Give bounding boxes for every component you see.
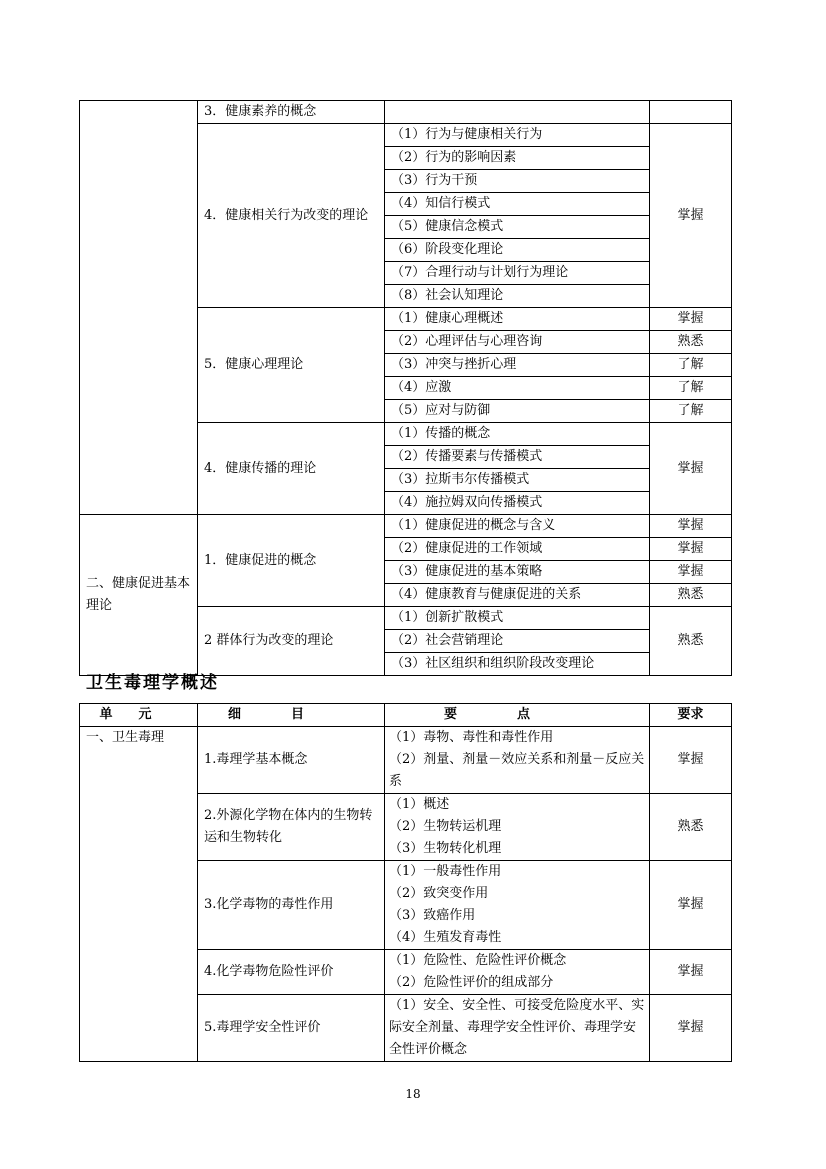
unit-cell: 一、卫生毒理 bbox=[80, 727, 198, 1062]
point-item: （1）安全、安全性、可接受危险度水平、实际安全剂量、毒理学安全性评价、毒理学安全性评价概念 bbox=[389, 998, 645, 1057]
requirement-cell: 掌握 bbox=[650, 308, 732, 331]
point-cell: （8）社会认知理论 bbox=[385, 285, 650, 308]
requirement-cell: 掌握 bbox=[650, 124, 732, 308]
detail-cell: 3.化学毒物的毒性作用 bbox=[198, 861, 385, 950]
detail-cell: 1．健康促进的概念 bbox=[198, 515, 385, 607]
point-cell bbox=[385, 794, 650, 861]
point-cell bbox=[385, 727, 650, 794]
table-row bbox=[80, 515, 732, 538]
table-header-row bbox=[80, 704, 732, 727]
requirement-cell: 掌握 bbox=[650, 861, 732, 950]
section-title: 卫生毒理学概述 bbox=[86, 673, 219, 693]
requirement-cell: 掌握 bbox=[650, 727, 732, 794]
point-item: （1）毒物、毒性和毒性作用 bbox=[389, 730, 554, 745]
detail-cell: 4.化学毒物危险性评价 bbox=[198, 950, 385, 995]
unit-cell-empty bbox=[80, 101, 198, 515]
point-cell: （1）创新扩散模式 bbox=[385, 607, 650, 630]
point-cell: （5）应对与防御 bbox=[385, 400, 650, 423]
requirement-cell: 熟悉 bbox=[650, 794, 732, 861]
point-cell: （2）传播要素与传播模式 bbox=[385, 446, 650, 469]
point-cell bbox=[385, 995, 650, 1062]
point-cell: （2）心理评估与心理咨询 bbox=[385, 331, 650, 354]
point-item: （2）危险性评价的组成部分 bbox=[389, 975, 554, 990]
point-cell: （2）健康促进的工作领域 bbox=[385, 538, 650, 561]
point-cell: （1）行为与健康相关行为 bbox=[385, 124, 650, 147]
requirement-cell: 熟悉 bbox=[650, 584, 732, 607]
detail-cell: 3．健康素养的概念 bbox=[198, 101, 385, 124]
requirement-cell: 掌握 bbox=[650, 538, 732, 561]
point-item: （2）生物转运机理 bbox=[389, 819, 502, 834]
point-cell: （3）行为干预 bbox=[385, 170, 650, 193]
header-points: 要点 bbox=[385, 704, 650, 727]
point-cell: （7）合理行动与计划行为理论 bbox=[385, 262, 650, 285]
point-cell: （2）社会营销理论 bbox=[385, 630, 650, 653]
detail-cell: 4．健康传播的理论 bbox=[198, 423, 385, 515]
point-cell: （1）健康心理概述 bbox=[385, 308, 650, 331]
requirement-cell: 了解 bbox=[650, 354, 732, 377]
point-cell: （1）健康促进的概念与含义 bbox=[385, 515, 650, 538]
point-cell: （4）知信行模式 bbox=[385, 193, 650, 216]
detail-cell: 4．健康相关行为改变的理论 bbox=[198, 124, 385, 308]
page-number: 18 bbox=[405, 1087, 421, 1101]
toxicology-syllabus-table bbox=[79, 703, 732, 1062]
table-row bbox=[80, 727, 732, 794]
point-cell: （5）健康信念模式 bbox=[385, 216, 650, 239]
point-item: （1）危险性、危险性评价概念 bbox=[389, 953, 567, 968]
requirement-cell: 了解 bbox=[650, 400, 732, 423]
requirement-cell: 了解 bbox=[650, 377, 732, 400]
requirement-cell bbox=[650, 101, 732, 124]
point-cell: （4）施拉姆双向传播模式 bbox=[385, 492, 650, 515]
point-cell: （3）拉斯韦尔传播模式 bbox=[385, 469, 650, 492]
requirement-cell: 熟悉 bbox=[650, 607, 732, 676]
point-item: （3）致癌作用 bbox=[389, 908, 476, 923]
point-item: （1）概述 bbox=[389, 797, 450, 812]
point-cell bbox=[385, 861, 650, 950]
detail-cell: 5.毒理学安全性评价 bbox=[198, 995, 385, 1062]
table-row bbox=[80, 101, 732, 124]
requirement-cell: 掌握 bbox=[650, 423, 732, 515]
detail-cell: 5．健康心理理论 bbox=[198, 308, 385, 423]
point-item: （2）剂量、剂量－效应关系和剂量－反应关系 bbox=[389, 752, 645, 789]
requirement-cell: 掌握 bbox=[650, 561, 732, 584]
point-cell: （3）社区组织和组织阶段改变理论 bbox=[385, 653, 650, 676]
point-cell bbox=[385, 950, 650, 995]
point-cell: （1）传播的概念 bbox=[385, 423, 650, 446]
requirement-cell: 掌握 bbox=[650, 995, 732, 1062]
unit-cell: 二、健康促进基本理论 bbox=[80, 515, 198, 676]
detail-cell: 2.外源化学物在体内的生物转运和生物转化 bbox=[198, 794, 385, 861]
header-requirement: 要求 bbox=[650, 704, 732, 727]
detail-cell: 1.毒理学基本概念 bbox=[198, 727, 385, 794]
syllabus-table-continued bbox=[79, 100, 732, 676]
header-detail: 细目 bbox=[198, 704, 385, 727]
requirement-cell: 掌握 bbox=[650, 950, 732, 995]
point-cell bbox=[385, 101, 650, 124]
requirement-cell: 熟悉 bbox=[650, 331, 732, 354]
header-unit: 单元 bbox=[80, 704, 198, 727]
point-item: （2）致突变作用 bbox=[389, 886, 489, 901]
point-cell: （4）健康教育与健康促进的关系 bbox=[385, 584, 650, 607]
point-cell: （2）行为的影响因素 bbox=[385, 147, 650, 170]
detail-cell: 2 群体行为改变的理论 bbox=[198, 607, 385, 676]
point-cell: （3）冲突与挫折心理 bbox=[385, 354, 650, 377]
point-cell: （3）健康促进的基本策略 bbox=[385, 561, 650, 584]
point-cell: （4）应激 bbox=[385, 377, 650, 400]
point-item: （1）一般毒性作用 bbox=[389, 864, 502, 879]
point-item: （4）生殖发育毒性 bbox=[389, 930, 502, 945]
point-cell: （6）阶段变化理论 bbox=[385, 239, 650, 262]
point-item: （3）生物转化机理 bbox=[389, 841, 502, 856]
requirement-cell: 掌握 bbox=[650, 515, 732, 538]
